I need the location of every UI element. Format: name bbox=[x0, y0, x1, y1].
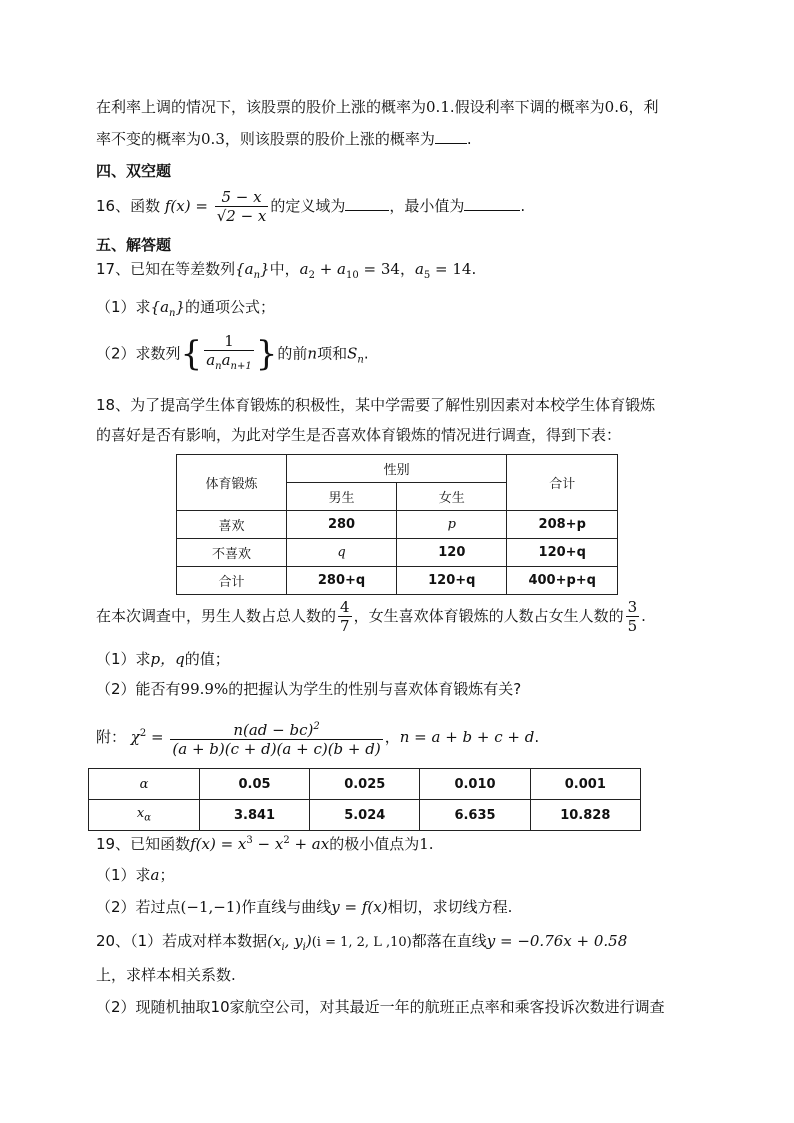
critical-value-table bbox=[88, 768, 641, 831]
cell: 400+p+q bbox=[507, 567, 618, 595]
q16-fraction: $\frac{5 - x}{√2 - x}$ bbox=[216, 188, 267, 225]
row-label: 合计 bbox=[177, 567, 287, 595]
header-gender: 性别 bbox=[286, 455, 507, 483]
cell: 120+q bbox=[507, 539, 618, 567]
table-row bbox=[89, 769, 641, 800]
q20-stem: 20、（1）若成对样本数据($x_i$, $y_i)(i = 1$, 2, L ,10)都落在直线y = −0.76x + 0.58 bbox=[96, 932, 628, 953]
section-title-4: 四、双空题 bbox=[96, 162, 172, 180]
cell: 0.05 bbox=[199, 769, 309, 800]
q18-part1: （1）求p，q的值； bbox=[96, 650, 230, 668]
q19-part1: （1）求a； bbox=[96, 866, 175, 884]
row-label: 喜欢 bbox=[177, 511, 287, 539]
table-row bbox=[177, 539, 618, 567]
cell: 10.828 bbox=[530, 800, 640, 831]
cell: 0.001 bbox=[530, 769, 640, 800]
row-label: α bbox=[89, 769, 200, 800]
q18-part2: （2）能否有99.9%的把握认为学生的性别与喜欢体育锻炼有关? bbox=[96, 680, 522, 698]
q17-stem: 17、已知在等差数列$\{a_n\}$中，$a_2 + a_{10} = 34$，$a_5 = 14$. bbox=[96, 260, 477, 281]
minimum-blank[interactable] bbox=[464, 196, 520, 211]
cell: 0.025 bbox=[310, 769, 420, 800]
q18-after-table: 在本次调查中，男生人数占总人数的 $\frac{4}{7}$ ，女生喜欢体育锻炼的人数占女生人数的 $\frac{3}{5}$ . bbox=[96, 598, 646, 635]
cell: 5.024 bbox=[310, 800, 420, 831]
cell: q bbox=[286, 539, 396, 567]
q17-part1: （1）求$\{a_n\}$的通项公式； bbox=[96, 298, 276, 319]
cell: p bbox=[397, 511, 507, 539]
header-female: 女生 bbox=[397, 483, 507, 511]
cell: 6.635 bbox=[420, 800, 530, 831]
header-total: 合计 bbox=[507, 455, 618, 511]
table-row bbox=[177, 511, 618, 539]
answer-blank[interactable] bbox=[435, 129, 467, 144]
q18-stem-line1: 18、为了提高学生体育锻炼的积极性，某中学需要了解性别因素对本校学生体育锻炼 bbox=[96, 396, 656, 414]
cell: 280 bbox=[286, 511, 396, 539]
cell: 120+q bbox=[397, 567, 507, 595]
row-label: 不喜欢 bbox=[177, 539, 287, 567]
survey-table bbox=[176, 454, 618, 595]
cell: 120 bbox=[397, 539, 507, 567]
q15-line1: 在利率上调的情况下，该股票的股价上涨的概率为0.1.假设利率下调的概率为0.6，利 bbox=[96, 98, 659, 116]
q17-part2: （2）求数列{ $\frac{1}{a_na_{n+1}}$ }的前n项和$S_n$. bbox=[96, 332, 369, 374]
q19-stem: 19、已知函数$f(x) = x^3 - x^2$ + ax的极小值点为1. bbox=[96, 835, 434, 853]
header-male: 男生 bbox=[286, 483, 396, 511]
q18-stem-line2: 的喜好是否有影响，为此对学生是否喜欢体育锻炼的情况进行调查，得到下表： bbox=[96, 426, 622, 444]
header-activity: 体育锻炼 bbox=[177, 455, 287, 511]
section-title-5: 五、解答题 bbox=[96, 236, 172, 254]
q20-stem-line2: 上，求样本相关系数. bbox=[96, 966, 236, 984]
q17-fraction: $\frac{1}{a_na_{n+1}}$ bbox=[206, 332, 252, 372]
q16: 16、函数 f(x) = $\frac{5 - x}{√2 - x}$ 的定义域为 ，最小值为 . bbox=[96, 188, 526, 225]
q15-line2: 率不变的概率为0.3，则该股票的股价上涨的概率为 . bbox=[96, 130, 472, 148]
q18-appendix: 附： $\chi^2$ = $\frac{n(ad - bc)^2}{(a + b)(c + d)(a + c)(b + d)}$ ，n = a + b + c + d. bbox=[96, 714, 539, 758]
domain-blank[interactable] bbox=[345, 196, 389, 211]
cell: 280+q bbox=[286, 567, 396, 595]
q20-part2: （2）现随机抽取10家航空公司，对其最近一年的航班正点率和乘客投诉次数进行调查 bbox=[96, 998, 665, 1016]
cell: 0.010 bbox=[420, 769, 530, 800]
table-row bbox=[177, 567, 618, 595]
q19-part2: （2）若过点(−1,−1)作直线与曲线y = f(x)相切，求切线方程. bbox=[96, 898, 513, 916]
cell: 3.841 bbox=[199, 800, 309, 831]
row-label: $x_\alpha$ bbox=[89, 800, 200, 831]
chi-square-formula: $\frac{n(ad - bc)^2}{(a + b)(c + d)(a + c)(b + d)}$ bbox=[170, 718, 382, 758]
cell: 208+p bbox=[507, 511, 618, 539]
table-row bbox=[89, 800, 641, 831]
